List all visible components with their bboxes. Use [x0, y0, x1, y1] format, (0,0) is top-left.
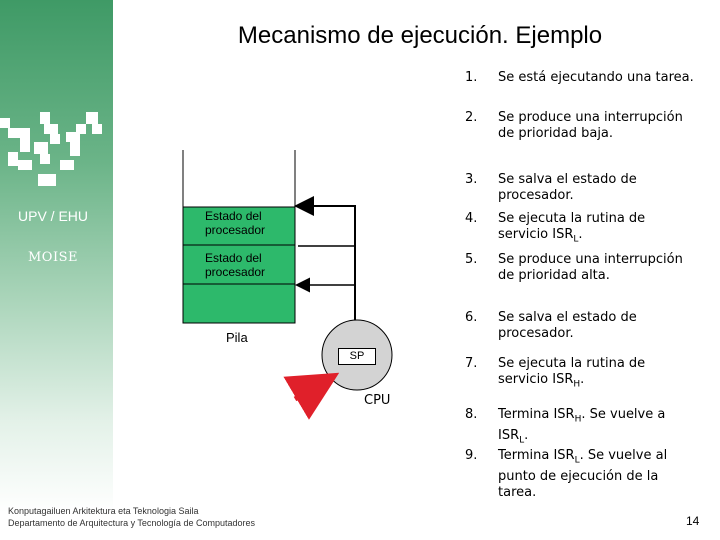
step-text: Se produce una interrupción de prioridad alta.: [498, 252, 683, 283]
step-text: Se salva el estado de procesador.: [498, 172, 637, 203]
step-number: 1.: [465, 70, 478, 85]
institution-label: UPV / EHU: [18, 208, 89, 224]
research-group-label: MOISE: [28, 250, 78, 265]
step-text: Se está ejecutando una tarea.: [498, 70, 694, 85]
stack-cell-1-label: Estado del procesador: [205, 209, 266, 237]
step-number: 4.: [465, 211, 478, 226]
cpu-label: CPU: [364, 393, 391, 408]
step-text: Termina $ISR_L$. Se vuelve al punto de ejecución de la tarea.: [498, 448, 668, 500]
step-number: 5.: [465, 252, 478, 267]
stack-cell-3: [183, 284, 295, 323]
step-number: 9.: [465, 448, 478, 463]
step-text: Termina $ISR_H$. Se vuelve a $ISR_L$.: [498, 407, 666, 446]
step-text: Se produce una interrupción de prioridad baja.: [498, 110, 683, 141]
step-text: Se ejecuta la rutina de servicio $ISR_L$.: [498, 211, 646, 245]
footer: [8, 505, 255, 529]
stack-label: Pila: [226, 330, 248, 345]
step-number: 3.: [465, 172, 478, 187]
step-number: 2.: [465, 110, 478, 125]
page-number: 14: [686, 514, 700, 528]
stack-cell-2-label: Estado del procesador: [205, 251, 266, 279]
step-number: 8.: [465, 407, 478, 422]
slide-title: Mecanismo de ejecución. Ejemplo: [237, 22, 603, 49]
interrupt-arrow: [295, 383, 322, 399]
sp-register: SP: [338, 348, 376, 365]
step-number: 7.: [465, 356, 478, 371]
footer-line-2: Departamento de Arquitectura y Tecnología de Computadores: [8, 518, 255, 528]
step-text: Se ejecuta la rutina de servicio $ISR_H$.: [498, 356, 646, 390]
step-text: Se salva el estado de procesador.: [498, 310, 637, 341]
step-number: 6.: [465, 310, 478, 325]
footer-line-1: Konputagailuen Arkitektura eta Teknologia Saila: [8, 506, 199, 516]
